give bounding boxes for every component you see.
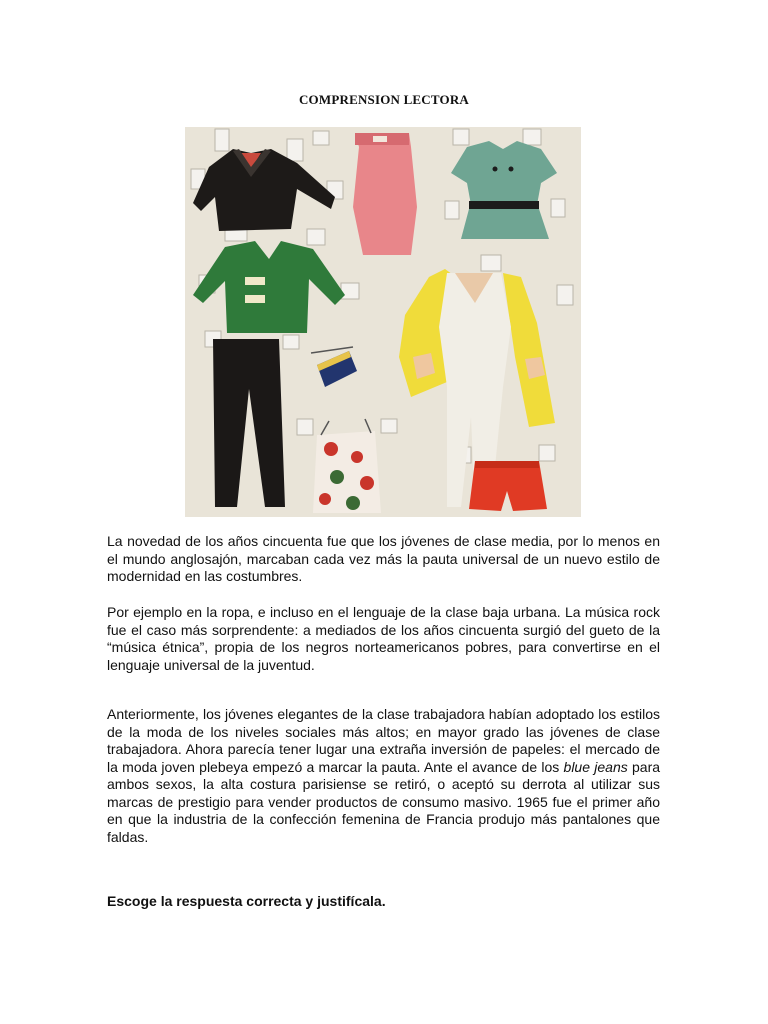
paragraph-1: La novedad de los años cincuenta fue que los jóvenes de clase media, por lo menos en el mundo anglosajón, marcaban cada vez más la pauta universal de un nuevo estilo de modernidad en las costumbres. [107,533,660,584]
document-title: COMPRENSION LECTORA [298,92,470,107]
pink-skirt-icon [353,133,417,255]
paper-doll-clothes-illustration [185,127,581,517]
paragraph-2: Por ejemplo en la ropa, e incluso en el lenguaje de la clase baja urbana. La música rock fue el caso más sorprendente: a mediados de los años cincuenta surgió del gueto de la “música étnica”, propia de los negros norteamericanos pobres, para convertirse en el lenguaje universal de la juventud. [107,604,660,673]
paragraph-3-text-start: Anteriormente, los jóvenes elegantes de la clase trabajadora habían adoptado los estilos de la moda de los niveles sociales más altos; en mayor grado las jóvenes de clase trabajadora. Ahora parecía tener lugar una extraña inversión de papeles: el mercado de la moda joven plebeya empezó a marcar la pauta. Ante el avance de los [107,706,660,775]
paragraph-3-text-end: para ambos sexos, la alta costura parisiense se retiró, o aceptó su derrota al utilizar sus marcas de prestigio para vender productos de consumo masivo. 1965 fue el primer año en que la industria de la confección femenina de Francia produjo más pantalones que faldas. [107,758,661,845]
instruction-text: Escoge la respuesta correcta y justifícala. [107,893,386,909]
paragraph-3 [107,706,660,846]
blue-jeans-italic: blue jeans [563,758,628,775]
